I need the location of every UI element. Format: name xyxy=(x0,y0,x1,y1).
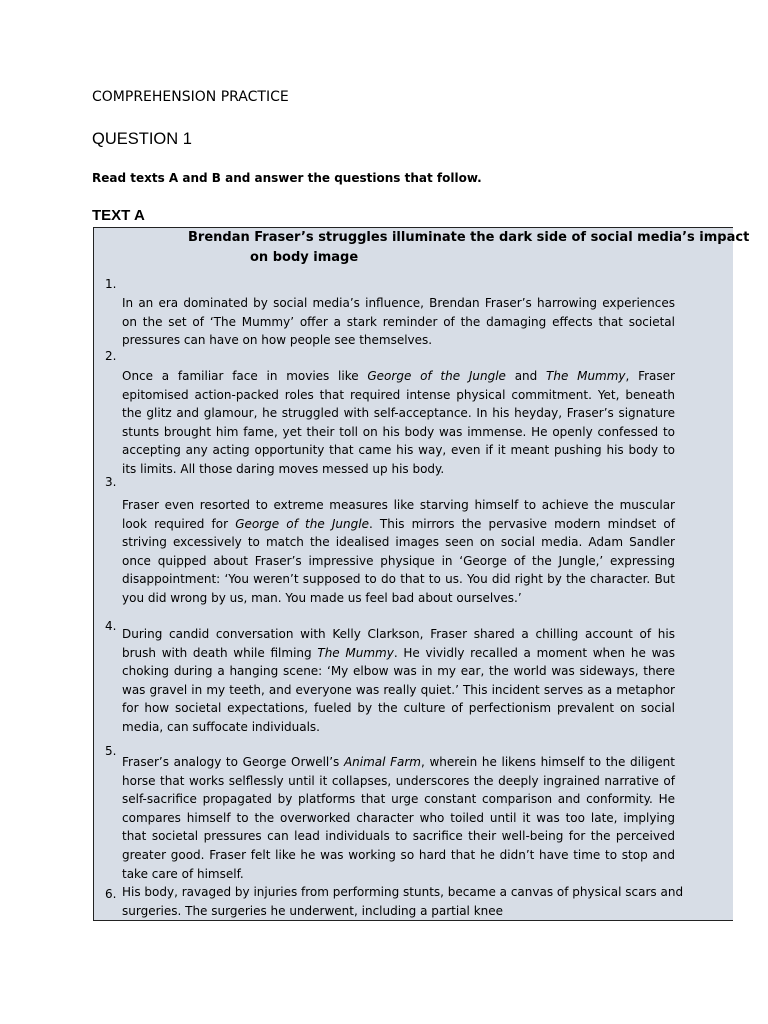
article-title-line-1: Brendan Fraser’s struggles illuminate the dark side of social media’s impact xyxy=(188,230,750,245)
paragraph-text: . This mirrors the pervasive modern mindset of striving excessively to match the idealised images seen on social media. Adam Sandler once quipped about Fraser’s impressive physique in ‘George of the Jungle,’ expressing disappointment: ‘You weren’t supposed to do that to us. You did right by the character. But you did wrong by us, man. You made us feel bad about ourselves.’ xyxy=(122,516,675,605)
italic-title-text: George of the Jungle xyxy=(235,516,369,531)
question-heading: QUESTION 1 xyxy=(92,130,192,148)
paragraph xyxy=(122,753,675,883)
paragraph-text: Once a familiar face in movies like xyxy=(122,369,368,383)
article-box xyxy=(93,227,750,921)
paragraph-number: 3. xyxy=(105,475,117,489)
paragraph-number: 2. xyxy=(105,349,117,363)
paragraph xyxy=(122,367,675,479)
paragraph-number: 1. xyxy=(105,277,117,291)
paragraph-text: . He vividly recalled a moment when he was choking during a hanging scene: ‘My elbow was in my ear, the world was sideways, there was gravel in my teeth, and everyone was really quiet.’ This incident serves as a metaphor for how societal expectations, fueled by the culture of perfectionism prevalent on social media, can suffocate individuals. xyxy=(122,645,676,734)
paragraph-number: 6. xyxy=(105,887,117,901)
text-label: TEXT A xyxy=(92,207,145,224)
paragraph xyxy=(122,625,675,737)
italic-title-text: George of the Jungle xyxy=(367,369,506,383)
paragraph-text: Fraser’s analogy to George Orwell’s xyxy=(122,755,344,769)
paragraph-number: 5. xyxy=(105,744,117,758)
paragraph-number: 4. xyxy=(105,619,117,633)
paragraph-text: In an era dominated by social media’s influence, Brendan Fraser’s harrowing experiences on the set of ‘The Mummy’ offer a stark reminder of the damaging effects that societal pressures can have on how people see themselves. xyxy=(122,296,675,348)
italic-title-text: The Mummy xyxy=(546,369,626,383)
paragraph xyxy=(122,883,722,920)
page-heading: COMPREHENSION PRACTICE xyxy=(92,89,289,105)
article-title-line-2: on body image xyxy=(250,250,359,265)
paragraph-text: His body, ravaged by injuries from performing stunts, became a canvas of physical scars and surgeries. The surgeries he underwent, including a partial knee xyxy=(122,885,684,918)
paragraph xyxy=(122,496,675,608)
paragraph-text: and xyxy=(505,369,547,383)
paragraph-text: During candid conversation with Kelly Clarkson, Fraser shared a chilling account of his brush with death while filming xyxy=(122,627,675,660)
paragraph-text: Fraser even resorted to extreme measures like starving himself to achieve the muscular look required for xyxy=(122,498,675,531)
instruction-text: Read texts A and B and answer the questions that follow. xyxy=(92,171,482,185)
paragraph xyxy=(122,294,675,350)
italic-title-text: Animal Farm xyxy=(343,755,421,769)
italic-title-text: The Mummy xyxy=(317,645,394,660)
paragraph-text: , wherein he likens himself to the diligent horse that works selflessly until it collapses, underscores the deeply ingrained narrative of self-sacrifice propagated by platforms that urge constant comparison and conformity. He compares himself to the overworked character who toiled until it was too late, implying that societal pressures can lead individuals to sacrifice their well-being for the perceived greater good. Fraser felt like he was working so hard that he didn’t have time to stop and take care of himself. xyxy=(122,755,675,881)
paragraph-text: , Fraser epitomised action-packed roles that required intense physical commitment. Yet, beneath the glitz and glamour, he struggled with self-acceptance. In his heyday, Fraser’s signature stunts brought him fame, yet their toll on his body was immense. He openly confessed to accepting any acting opportunity that came his way, even if it meant pushing his body to its limits. All those daring moves messed up his body. xyxy=(122,369,675,476)
